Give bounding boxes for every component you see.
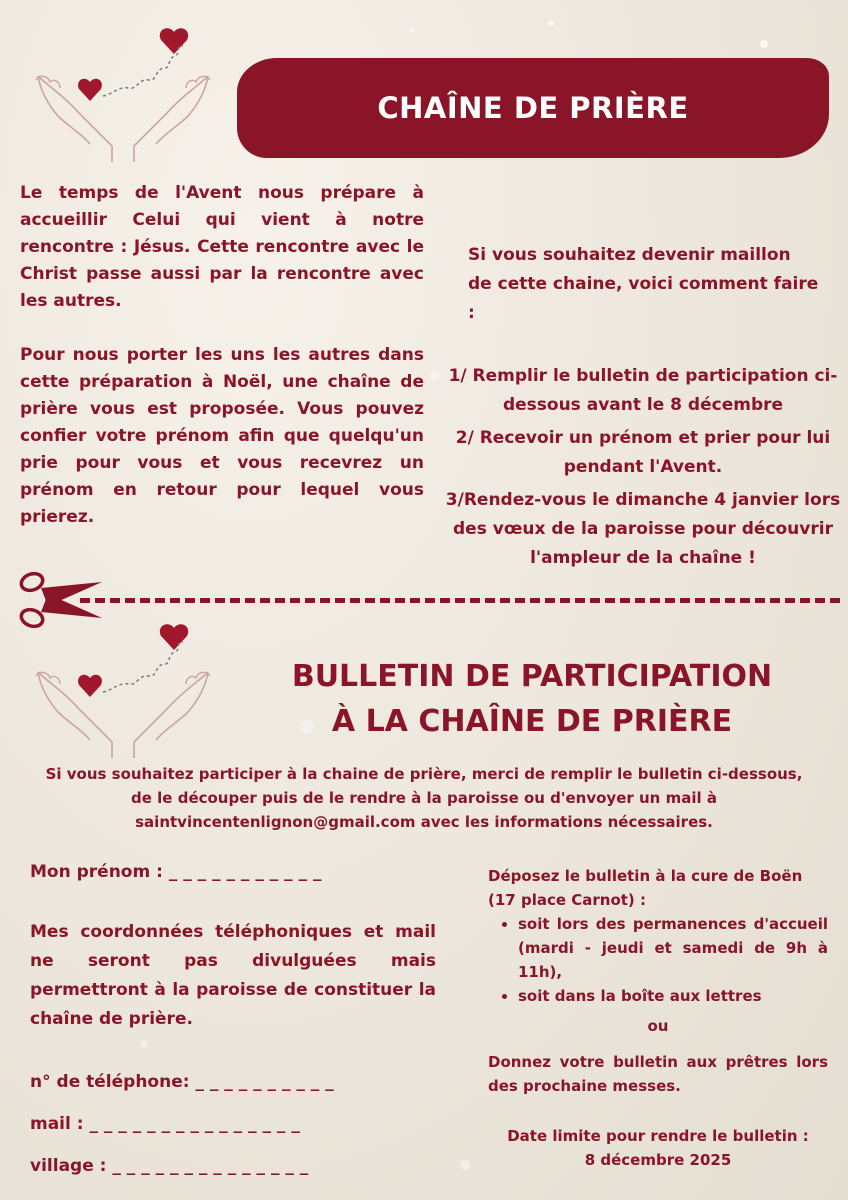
sparkle xyxy=(760,40,768,48)
bulletin-intro-line-3: saintvincentenlignon@gmail.com avec les informations nécessaires. xyxy=(135,813,713,831)
or-separator: ou xyxy=(647,1017,669,1035)
sparkle xyxy=(410,28,414,32)
sparkle xyxy=(430,370,440,380)
deadline-date: 8 décembre 2025 xyxy=(584,1151,732,1169)
telephone-field[interactable]: n° de téléphone: _ _ _ _ _ _ _ _ _ _ xyxy=(30,1072,334,1092)
praying-hands-heart-icon xyxy=(28,22,218,162)
step-3: 3/Rendez-vous le dimanche 4 janvier lors des vœux de la paroisse pour découvrir l'ampleur de la chaîne ! xyxy=(445,490,841,568)
intro-text xyxy=(20,180,424,558)
step-1: 1/ Remplir le bulletin de participation ci-dessous avant le 8 décembre xyxy=(448,366,838,415)
sparkle xyxy=(460,1160,470,1170)
title-banner xyxy=(237,58,829,158)
sparkle xyxy=(548,20,554,26)
praying-hands-heart-icon xyxy=(28,618,218,758)
deposit-options xyxy=(488,912,828,1008)
prenom-field[interactable]: Mon prénom : _ _ _ _ _ _ _ _ _ _ _ xyxy=(30,862,322,882)
bulletin-title-line-2: À LA CHAÎNE DE PRIÈRE xyxy=(331,704,733,739)
priests-note: Donnez votre bulletin aux prêtres lors des prochaine messes. xyxy=(488,1053,828,1095)
mail-field[interactable]: mail : _ _ _ _ _ _ _ _ _ _ _ _ _ _ _ xyxy=(30,1114,300,1134)
sparkle xyxy=(140,1040,148,1048)
bulletin-intro-line-1: Si vous souhaitez participer à la chaine de prière, merci de remplir le bulletin ci-dessous, xyxy=(45,765,803,783)
bulletin-title xyxy=(232,654,832,744)
deposit-option-1: • soit lors des permanences d'accueil (mardi - jeudi et samedi de 9h à 11h), xyxy=(518,912,828,984)
bulletin-intro-line-2: de le découper puis de le rendre à la paroisse ou d'envoyer un mail à xyxy=(131,789,717,807)
privacy-note: Mes coordonnées téléphoniques et mail ne seront pas divulguées mais permettront à la paroisse de constituer la chaîne de prière. xyxy=(30,922,436,1029)
step-2: 2/ Recevoir un prénom et prier pour lui pendant l'Avent. xyxy=(455,428,831,477)
page-title: CHAÎNE DE PRIÈRE xyxy=(377,91,689,125)
deadline-label: Date limite pour rendre le bulletin : xyxy=(507,1127,809,1145)
cut-line xyxy=(80,598,840,603)
village-field[interactable]: village : _ _ _ _ _ _ _ _ _ _ _ _ _ _ xyxy=(30,1156,309,1176)
bulletin-title-line-1: BULLETIN DE PARTICIPATION xyxy=(291,659,773,694)
deposit-option-2: • soit dans la boîte aux lettres xyxy=(518,984,828,1008)
bulletin-intro xyxy=(20,762,828,834)
intro-paragraph-2: Pour nous porter les uns les autres dans cette préparation à Noël, une chaîne de prière vous est proposée. Vous pouvez confier votre prénom afin que quelqu'un prie pour vous et vous recevrez un prénom en retour pour lequel vous prierez. xyxy=(20,345,424,527)
how-to-intro: Si vous souhaitez devenir maillon de cette chaine, voici comment faire : xyxy=(468,245,819,323)
deposit-instructions xyxy=(488,864,828,1172)
deposit-intro: Déposez le bulletin à la cure de Boën (17 place Carnot) : xyxy=(488,867,803,909)
intro-paragraph-1: Le temps de l'Avent nous prépare à accueillir Celui qui vient à notre rencontre : Jésus. Cette rencontre avec le Christ passe aussi par la rencontre avec les autres. xyxy=(20,183,424,311)
steps-list xyxy=(444,362,842,577)
